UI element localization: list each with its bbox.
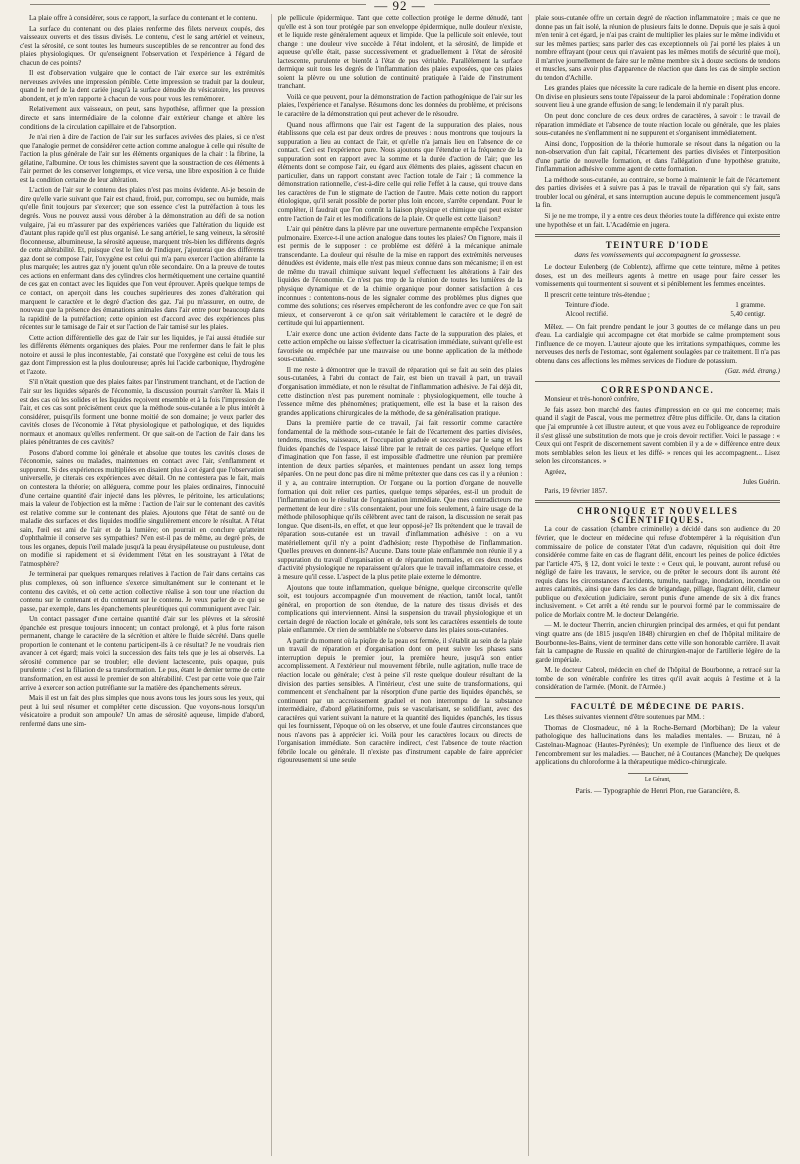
- paragraph: Voilà ce que peuvent, pour la démonstration de l'action pathogénique de l'air sur les plaies, l'expérience et l'analyse. Résumons donc les données du problème, et précisons le caractère de la démonstration qui peut achever de le résoudre.: [277, 92, 523, 119]
- article-title-correspondance: CORRESPONDANCE.: [601, 384, 715, 395]
- paragraph: La cour de cassation (chambre criminelle) a décidé dans son audience du 20 février, que le docteur en médecine qui refuse d'obtempérer à la réquisition d'un commissaire de police de constater l'état d'un cadavre, réquisition qui doit être considérée comme faite en cas de flagrant délit, encourt les peines de police édictées par l'article 475, § 12, dont voici le texte : « Ceux qui, le pouvant, auront refusé ou négligé de faire les travaux, le service, ou de prêter le secours dont ils auront été requis dans les circonstances d'accidents, tumulte, naufrage, inondation, incendie ou autres calamités, ainsi que dans les cas de brigandage, pillage, flagrant délit, clameur publique ou d'exécution judiciaire, seront punis d'une amende de six à dix francs inclusivement. » Cet arrêt a été rendu sur le pourvoi formé par le commissaire de police de Morlaix contre M. le docteur Delangérie.: [535, 525, 781, 619]
- article-title-iode: TEINTURE D'IODE: [605, 240, 710, 251]
- section-divider: [535, 500, 780, 503]
- page-number: — 92 —: [366, 0, 434, 13]
- paragraph: Les thèses suivantes viennent d'être soutenues par MM. :: [544, 713, 705, 722]
- prescription-list: [565, 301, 780, 318]
- section-divider: [535, 697, 780, 698]
- paragraph: Dans la première partie de ce travail, j'ai fait ressortir comme caractère fondamental de la méthode sous-cutanée le fait de l'écartement des parties divisées, tendons, muscles, vaisseaux, et l'occupation graduée et successive par le sang et les fluides épanchés de l'espace laissé libre par le retrait de ces parties. Quelque effort d'imagination que l'on fasse, il est impossible d'admettre une réunion par première intention de deux parties séparées, et maintenues pendant un assez long temps séparées. On ne peut donc pas dire ni même prétexter que dans ces cas il y a réunion : il y a, au contraire interruption. Or l'organe ou la portion d'organe de nouvelle formation qui doit relier ces parties, quelque temps séparées, est-il un produit de l'inflammation ou le résultat de l'organisation immédiate. Que mes contradicteurs me permettent de leur dire : s'ils consentaient, pour une fois seulement, à faire usage de la méthode philosophique qu'ils célèbrent avec tant de raison, la discussion ne serait pas longue. Que disent-ils, en effet, et que leur opposé-je? Ils prétendent que le travail de réparation sous-cutanée est un travail d'inflammation adhésive : on a vu matériellement qu'il n'y a point d'adhésion; reste l'hypothèse de l'inflammation. Quelles preuves en donnent-ils? Aucune. Dans toute plaie enflammée non réunie il y a suppuration du travail d'organisation et de réparation normales, et ces deux modes d'activité physiologique ne reparaissent qu'alors que le travail inflammatoire cesse, et à mesure qu'il cesse. L'aspect de la plus petite plaie externe le démontre.: [277, 419, 523, 581]
- page-number-bar: [0, 0, 800, 14]
- prescription-item: [565, 310, 765, 319]
- paragraph: Quand nous affirmons que l'air est l'agent de la suppuration des plaies, nous établissons que cela est par deux ordres de preuves : nous montrons que toujours la suppuration a lieu au contact de l'air, et qu'elle n'a jamais lieu en l'absence de ce contact. Ceci est l'expérience pure. Nous ajoutons que l'étendue et la fréquence de la suppuration sont en rapport avec la somme et la durée d'action de l'air; que les éléments dont se compose l'air, eu égard aux éléments des plaies, agissent chacun en particulier, dans un rapport constant avec l'action totale de l'air ; là commence la démonstration rationnelle, c'est-à-dire celle qui relie l'effet à la cause, qui trouve dans les caractères de l'un le stigmate de l'action de l'autre. Mais cette notion du rapport étiologique, qu'il serait possible de porter plus loin encore, s'arrête cependant. Pour le compléter, il faudrait que l'on connût la liaison physique et chimique qui peut exister entre l'action de l'air et les modifications de la plaie. Or quelle est cette liaison?: [277, 120, 523, 223]
- gerant-label: Le Gérant,: [644, 776, 671, 783]
- paragraph: Cette action différentielle des gaz de l'air sur les liquides, je l'ai aussi étudiée sur les différents éléments organiques des plaies. Pour me renfermer dans le fait le plus notoire et aussi le plus incontestable, j'ai constaté que l'oxygène est celui de tous les gaz dont l'impression est la plus douloureuse; après lui l'acide carbonique, l'hydrogène et l'azote.: [20, 333, 265, 376]
- paragraph: — M. le docteur Therrin, ancien chirurgien principal des armées, et qui fut pendant vingt quatre ans (de 1815 jusqu'en 1848) chirurgien en chef de l'hôpital militaire de Bourbonne-les-Bains, vient de terminer dans cette ville son honorable carrière. Il avait fait la campagne de Russie en qualité de chirurgien-major de l'artillerie légère de la garde impériale.: [535, 621, 781, 664]
- paragraph: Mêlez. — On fait prendre pendant le jour 3 gouttes de ce mélange dans un peu d'eau. La cardialgie qui accompagne cet état morbide se calme promptement sous l'influence de ce moyen. L'auteur ajoute que les irritations sympathiques, comme les nerveuses des nerfs de l'estomac, sont également soulagées par ce traitement. Il n'a pas obtenu dans ces affections les mêmes services de l'iodure de potassium.: [535, 322, 781, 365]
- paragraph: La surface du contenant ou des plaies renferme des filets nerveux coupés, des vaisseaux ouverts et des tissus divisés. Le contenu, c'est le sang artériel et veineux, c'est la sérosité, ce sont toutes les humeurs susceptibles de se rencontrer au fond des plaies physiologiques. Or qu'enseignent l'observation et l'expérience à l'égard de chacun de ces points?: [20, 24, 265, 67]
- paragraph: Je terminerai par quelques remarques relatives à l'action de l'air dans certains cas plus complexes, où son influence s'exerce simultanément sur le contenant et le contenu des cavités, et où cette action collective réalise à son tour une réaction du contenu sur le contenant et du contenant sur le contenu. Je veux parler de ce qui se passe, par exemple, dans les épanchements pleurétiques qui communiquent avec l'air.: [20, 570, 265, 613]
- paragraph: ple pellicule épidermique. Tant que cette collection protège le derme dénudé, tant qu'elle est à son tour protégée par son enveloppe épidermique, nulle douleur n'existe, et le liquide reste généralement aqueux et limpide. Que la pellicule soit enlevée, tout change : une douleur vive succède à l'état indolent, et la sérosité, de limpide et aqueuse qu'elle était, passe successivement et graduellement à l'état de sérosité lactescente, purulente et bientôt à l'état de pus véritable. Parallèlement la surface dermique suit tous les degrés de l'inflammation des plaies exposées, que ces plaies soient la plèvre ou une solution de continuité pratiquée à l'aide de l'instrument tranchant.: [277, 14, 523, 91]
- closing: Agréez,: [544, 467, 567, 476]
- section-divider: [535, 381, 780, 382]
- paragraph: Je n'ai rien à dire de l'action de l'air sur les surfaces avivées des plaies, si ce n'est que l'analogie permet de considérer cette action comme analogue à celle qui résulte de l'action la plus générale de l'air sur les éléments organiques de la chair : la fibrine, la gélatine, l'albumine. Or tous les chimistes savent que la soustraction de ces éléments à l'air permet de les conserver longtemps, et vice versa, une libre exposition à ce fluide est la condition certaine de leur altération.: [20, 133, 265, 184]
- column-2: [271, 14, 529, 1156]
- paragraph: Si je ne me trompe, il y a entre ces deux théories toute la différence qui existe entre une hypothèse et un fait. L'Académie en jugera.: [535, 212, 781, 229]
- paragraph: L'air qui pénètre dans la plèvre par une ouverture permanente empêche l'expansion pulmonaire. Exerce-t-il une action analogue dans toutes les plaies? On l'ignore, mais il est permis de le supposer : ce problème est déféré à la mécanique animale transcendante. La douleur qui résulte de la mise en rapport des extrémités nerveuses dénudées est évidente, mais elle n'est pas mieux connue dans son mécanisme; il en est de même du travail chimique suivant lequel s'effectuent les altérations à l'air des liquides de l'économie. Ce n'est pas trop de la réunion de toutes les lumières de la physique dynamique et de la chimie organique pour donner satisfaction à ces inconnues : contentons-nous de les signaler comme des problèmes plus dignes que comme des solutions; ces réserves empêcheront de les confondre avec ce que l'on sait mieux, et conserveront à ce qu'on sait véritablement le caractère et le degré de certitude qui lui appartiennent.: [277, 225, 523, 328]
- paragraph: L'air exerce donc une action évidente dans l'acte de la suppuration des plaies, et cette action empêche ou laisse s'effectuer la cicatrisation immédiate, suivant qu'elle est favorisée ou empêchée par une mauvaise ou une bonne application de la méthode sous-cutanée.: [277, 329, 523, 364]
- letter-date: Paris, 19 février 1857.: [544, 486, 608, 495]
- signature: Jules Guérin.: [742, 478, 781, 487]
- paragraph: La plaie offre à considérer, sous ce rapport, la surface du contenant et le contenu.: [29, 14, 258, 22]
- paragraph: La méthode sous-cutanée, au contraire, se borne à maintenir le fait de l'écartement des parties divisées et à suivre pas à pas le travail de réparation qui s'y fait, sans troubler local ou général, et sans interruption aucune depuis le commencement jusqu'à la fin.: [535, 175, 781, 210]
- paragraph: S'il n'était question que des plaies faites par l'instrument tranchant, et de l'action de l'air sur les liquides séparés de l'économie, la discussion pourrait s'arrêter là. Mais il est des cas où les solides et les liquides reçoivent ensemble et à la fois l'impression de l'air, et ces cas sont précisément ceux que la méthode sous-cutanée a le plus intérêt à considérer, puisqu'ils forment une bonne moitié de son domaine; je veux parler des cavités closes de l'économie à l'état physiologique et pathologique, et des liquides normaux et anomaux qu'elles renferment. Or que sait-on de l'action de l'air dans les plaies pénétrantes de ces cavités?: [20, 378, 265, 447]
- paragraph: Il me reste à démontrer que le travail de réparation qui se fait au sein des plaies sous-cutanées, à l'abri du contact de l'air, est bien un travail à part, un travail d'organisation immédiate, et non le résultat de l'inflammation adhésive. Je l'ai déjà dit, cette distinction n'est pas purement nominale : physiologiquement, elle touche à l'essence même des phénomènes; pratiquement, elle est la base et la raison des grandes applications chirurgicales de la méthode, de sa généralisation pratique.: [277, 365, 523, 417]
- paragraph: Il prescrit cette teinture très-étendue ;: [544, 290, 650, 299]
- columns: [14, 14, 786, 1156]
- article-source: (Gaz. méd. étrang.): [725, 367, 781, 376]
- paragraph: A partir du moment où la piqûre de la peau est fermée, il s'établit au sein de la plaie un travail de réparation et d'organisation dont on peut suivre les phases sans interruption depuis le premier jour, la première heure, jusqu'à son entier accomplissement. A l'extérieur nul mouvement fébrile, nulle agitation, nulle trace de réaction locale ou générale; c'est à peine s'il reste quelque douleur résultant de la division des parties sensibles. A l'intérieur, c'est une suite de transformations, qui commencent et s'enchaînent par la résorption d'une partie des liquides épanchés, se continuent par un accroissement graduel et non interrompu de la substance intermédiaire, d'abord gélatiniforme, puis se vascularisant, se solidifiant, avec des caractères qui varient suivant la nature et la quantité des liquides épanchés, les tissus qui les fournissent, l'époque où on les observe, et une foule d'autres circonstances que nous n'avons pas à apprécier ici. Voilà pour les caractères locaux ou directs de l'organisation immédiate. Son caractère indirect, c'est l'absence de toute réaction fébrile locale ou générale. Il n'existe pas d'instrument capable de faire apprécier rigoureusement si une seule: [277, 636, 523, 765]
- ingredient-name: Alcool rectifié.: [565, 309, 608, 318]
- article-subtitle-iode: dans les vomissements qui accompagnent la grossesse.: [574, 249, 741, 259]
- paragraph: On peut donc conclure de ces deux ordres de caractères, à savoir : le travail de réparation immédiate et l'absence de toute réaction locale ou générale, que les plaies sous-cutanées ne s'enflamment ni ne suppurent et s'organisent immédiatement.: [535, 112, 781, 138]
- article-title-chronique: CHRONIQUE ET NOUVELLES SCIENTIFIQUES.: [576, 506, 739, 525]
- ingredient-dose: 1 gramme.: [735, 301, 766, 310]
- column-3: [528, 14, 786, 1156]
- printer-imprint: Paris. — Typographie de Henri Plon, rue Garancière, 8.: [575, 786, 740, 796]
- paragraph: Thomas de Closmadeuc, né à la Roche-Bernard (Morbihan); De la valeur pathologique des hallucinations dans les maladies mentales. — Bruzau, né à Castelnau-Magnoac (Hautes-Pyrénées); Un exemple de l'influence des lieux et de l'encombrement sur les maladies. — Baucher, né à Coutances (Manche); De quelques applications du chloroforme à la thérapeutique médico-chirurgicale.: [535, 723, 781, 767]
- paragraph: Ajoutons que toute inflammation, quelque bénigne, quelque circonscrite qu'elle soit, est toujours accompagnée d'un mouvement de réaction, tantôt local, tantôt général, en proportion de son étendue, de la nature des tissus divisés et des complications qui interviennent. Ainsi la suspension du travail physiologique et un certain degré de réaction locale et générale, tels sont les caractères essentiels de toute plaie enflammée. Or rien de semblable ne s'observe dans les plaies sous-cutanées.: [277, 583, 523, 635]
- paragraph: plaie sous-cutanée offre un certain degré de réaction inflammatoire ; mais ce que ne donne pas un fait isolé, la réunion de plusieurs faits le donne. Depuis que je sais à quoi m'en tenir à cet égard, je n'ai pas craint de multiplier les plaies sur le même individu et sur les mêmes parties; sans parler des cas exceptionnels où j'ai porté les plaies à un nombre effrayant (pour ceux qui n'avaient pas les mêmes motifs de sécurité que moi), il m'arrive journellement de faire sur le même membre six à douze sections de tendons et muscles, sans avoir plus d'apparence de réaction que dans les cas de simple section du tendon d'Achille.: [535, 14, 781, 82]
- paragraph: L'action de l'air sur le contenu des plaies n'est pas moins évidente. Ai-je besoin de dire qu'elle varie suivant que l'air est chaud, froid, pur, corrompu, sec ou humide, mais qu'elle finit toujours par s'exercer; que son essence c'est la putréfaction à tous les degrés. Vous ne pouvez aussi vous dérober à la démonstration au défi de sa notion vulgaire, j'ai eu m'assurer par des expériences variées que l'altération du liquide est d'autant plus rapide qu'il est plus organisé. Le sang artériel, le sang veineux, la sérosité floconneuse, albumineuse, la sérosité aqueuse, marquent très-bien les différents degrés de cette altérabilité. Et, puisque c'est le lieu de l'indiquer, j'ajouterai que des différents gaz dont se compose l'air, l'oxygène est celui qui m'a paru exercer l'action altérante la plus marquée; les autres gaz n'y jouent qu'un rôle secondaire. On a la preuve de toutes ces actions en enfermant dans des cylindres clos hermétiquement une certaine quantité de ces gaz en contact avec les liquides que l'on veut éprouver. Après quelque temps de ce contact, on aperçoit dans les couches supérieures des zones d'altération qui marquent le caractère et le degré d'action des gaz. J'ai pu m'assurer, en outre, de nouveau que la présence des émanations animales dans l'air entre pour beaucoup dans la rapidité de la putréfaction; cette opinion est d'accord avec des expériences plus récentes sur le tamisage de l'air et sur l'action de l'air tamisé sur les plaies.: [20, 186, 265, 332]
- paragraph: Un contact passager d'une certaine quantité d'air sur les plèvres et la sérosité épanchée est presque toujours innocent; un contact prolongé, et à plus forte raison permanent, change le caractère de la sécrétion et altère le fluide sécrété. Dans quelle proportion le contenant et le contenu participent-ils à ce résultat? Je ne voudrais rien avancer à cet égard; mais voici la succession des faits tels que je les ai observés. La sérosité commence par se troubler; elle devient lactescente, puis opaque, puis purulente : c'est la filiation de sa transformation. Le pus, étant le dernier terme de cette transformation, en est aussi le premier de son altérabilité. C'est par cette voie que l'air arrive à exercer son action putréfiante sur la matière des épanchements séreux.: [20, 615, 265, 692]
- ingredient-dose: 5,40 centigr.: [730, 309, 766, 318]
- paragraph: Mais il est un fait des plus simples que nous avons tous les jours sous les yeux, qui peut à lui seul résumer et compléter cette discussion. Que voyons-nous lorsqu'un vésicatoire a produit son ampoule? Un amas de sérosité aqueuse, limpide d'abord, renfermé dans une sim-: [20, 694, 265, 728]
- paragraph: Je fais assez bon marché des fautes d'impression en ce qui me concerne; mais quand il s'agit de Pascal, vous me permettrez d'être plus difficile. Or, dans la citation que j'ai empruntée à cet illustre auteur, et que vous avez eu l'obligeance de reproduire il s'est glissé une substitution de mots que je crois devoir rectifier. Voici le passage : « Ceux qui ont l'esprit de discernement savent combien il y a de » différence entre deux mots semblables selon les lieux et les diffé- » rences qui les accompagnent... Lisez selon les circonstances. »: [535, 405, 781, 466]
- article-title-faculte: FACULTÉ DE MÉDECINE DE PARIS.: [570, 700, 745, 711]
- paragraph: Relativement aux vaisseaux, on peut, sans hypothèse, affirmer que la pression directe et sans intermédiaire de la colonne d'air extérieur change et altère les conditions de la circulation capillaire et de l'absorption.: [20, 105, 265, 131]
- paragraph: Ainsi donc, l'opposition de la théorie humorale se résout dans la négation ou la non-observation d'un fait capital, l'écartement des parties divisées et l'interposition d'une partie de nouvelle formation, et dans l'allégation d'une hypothèse gratuite, l'inflammation adhésive comme agent de cette formation.: [535, 139, 781, 174]
- prescription-item: [565, 301, 765, 310]
- paragraph: Les grandes plaies que nécessite la cure radicale de la hernie en disent plus encore. On divise en plusieurs sens toute l'épaisseur de la paroi abdominale : l'opération donne souvent lieu à une grande effusion de sang; le lendemain il n'y paraît plus.: [535, 84, 781, 110]
- section-divider: [535, 234, 780, 237]
- footer-rule: [628, 773, 688, 774]
- salutation: Monsieur et très-honoré confrère,: [544, 395, 640, 404]
- ingredient-name: Teinture d'iode.: [565, 301, 610, 310]
- paragraph: M. le docteur Cabrol, médecin en chef de l'hôpital de Bourbonne, a retracé sur la tombe de son vénérable confrère les titres qu'il avait acquis à l'estime et à la considération de l'armée. (Monit. de l'Armée.): [535, 666, 781, 692]
- column-1: [14, 14, 271, 1156]
- paragraph: Le docteur Eulenberg (de Coblentz), affirme que cette teinture, même à petites doses, est un des meilleurs agents à mettre en usage pour faire cesser les vomissements qui tourmentent si souvent et si péniblement les femmes enceintes.: [535, 263, 781, 289]
- paragraph: Posons d'abord comme loi générale et absolue que toutes les cavités closes de l'économie, saines ou malades, maintenues en contact avec l'air, s'enflamment et suppurent. Si des expériences multipliées en disaient plus à cet égard que l'observation universelle, je citerais ces expériences avec détail. On ne contestera pas le fait, mais on contestera la théorie; on alléguera, comme pour les plaies ordinaires, l'innocuité d'une certaine quantité d'air injecté dans les plèvres, le péritoine, les articulations; mais la valeur de l'objection est la même : l'action de l'air sur le contenant des cavités est relative comme sur le contenant des plaies. Ajoutons que l'état de santé ou de maladie des surfaces et des liquides modifie singulièrement encore le résultat. A l'état sain, l'œil est ami de l'air et de la lumière; on pourrait en conclure qu'atteint d'ophthalmie il conserve ses sympathies? N'en est-il pas de même, au degré près, de tous les organes, depuis l'œil malade jusqu'à la peau érysipélateuse ou pustuleuse, dont on modifie si rapidement et si évidemment l'état en les soustrayant à l'état de l'atmosphère?: [20, 448, 265, 568]
- paragraph: Il est d'observation vulgaire que le contact de l'air exerce sur les extrémités nerveuses avivées une impression pénible. Cette impression se traduit par la douleur, quand le nerf de la dent cariée jusqu'à la surface dénudée du vésicatoire, les preuves abondent, et je m'en rapporte à chacun de vous pour vous les remémorer.: [20, 69, 265, 103]
